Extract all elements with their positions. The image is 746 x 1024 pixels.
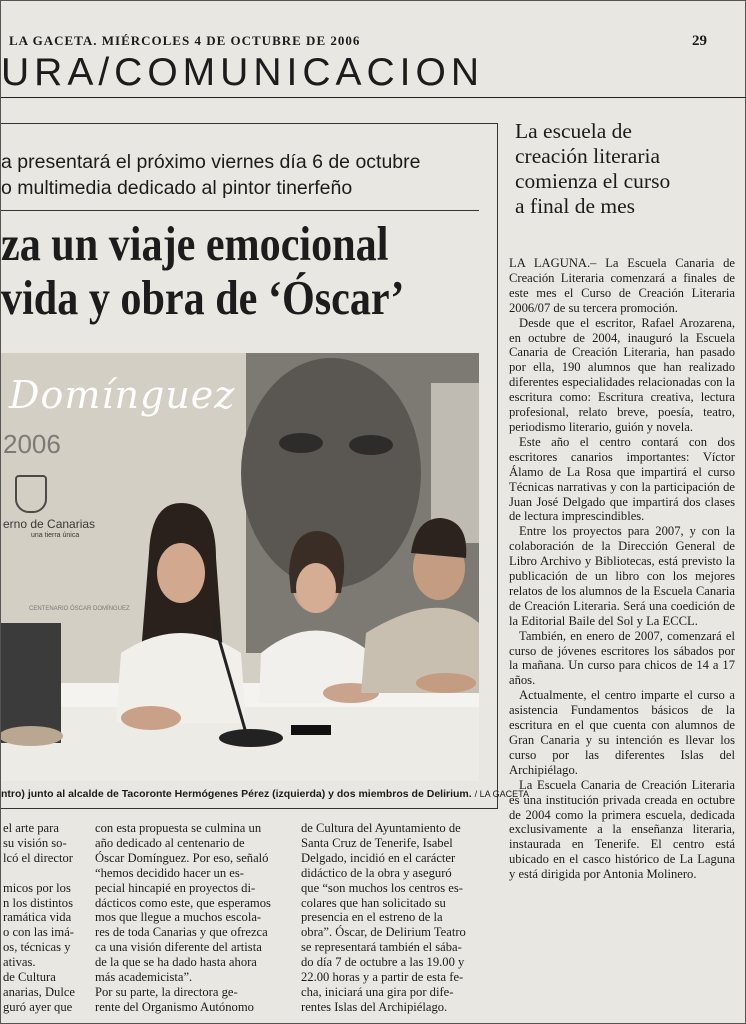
body-line: anarias, Dulce [3,984,76,999]
body-column-1 [3,821,85,1015]
body-line: se representará también el sába- [301,940,462,955]
side-headline-line: a final de mes [515,194,635,218]
side-paragraph: Desde que el escritor, Rafael Arozarena, en octubre de 2004, inauguró la Escuela Canaria de Creación Literaria, han pasado por ella, 190 alumnos que han realizado diferentes especialidades relacionadas con la escritura como: Escritura creativa, lectura profesional, relato breve, poesía, teatro, periodismo literario, guión y novela. [509,315,735,434]
side-paragraph: Este año el centro contará con dos escritores canarios importantes: Víctor Álamo de La Rosa que impartirá el curso Técnicas narrativas y con la participación de Juan José Delgado que impartirá dos clases de lectura imprescindibles. [509,434,735,524]
body-line: con esta propuesta se culmina un [95,821,262,835]
dateline: LA GACETA. MIÉRCOLES 4 DE OCTUBRE DE 2006 [9,33,361,48]
photo-caption [1,788,529,800]
side-headline-line: comienza el curso [515,169,671,193]
body-line: dácticos como este, que esperamos [95,895,271,910]
body-line: rente del Organismo Autónomo [95,999,254,1014]
caption-text: ntro) junto al alcalde de Tacoronte Hermógenes Pérez (izquierda) y dos miembros de Delirium. [1,788,472,800]
body-line: n los distintos [3,895,73,910]
body-line: que “son muchos los centros es- [301,880,463,895]
body-line: Por su parte, la directora ge- [95,984,238,999]
body-line: de Cultura del Ayuntamiento de [301,821,461,835]
backdrop-year: 2006 [3,429,61,459]
photo-illustration [1,353,479,781]
body-line: presencia en el estreno de la [301,910,443,925]
body-line: pecial hincapié en proyectos di- [95,880,256,895]
subheadline-2: o multimedia dedicado al pintor tinerfeño [1,177,353,199]
body-line: ca una visión diferente del artista [95,940,262,955]
backdrop-logo-text: erno de Canarias [3,517,96,531]
body-line: do día 7 de octubre a las 19.00 y [301,955,465,970]
caption-credit: / LA GACETA [474,789,529,799]
side-headline-line: creación literaria [515,144,661,168]
main-article-top-rule [1,123,497,124]
side-headline [515,119,670,219]
body-line: Óscar Domínguez. Por eso, señaló [95,850,269,865]
body-line: Santa Cruz de Tenerife, Isabel [301,835,453,850]
section-rule [1,97,746,98]
body-line: os, técnicas y [3,940,71,955]
headline-line-1: za un viaje emocional [1,216,389,271]
body-column-3 [301,821,491,1015]
subheadline-1: a presentará el próximo viernes día 6 de octubre [1,151,421,173]
side-paragraph: La Escuela Canaria de Creación Literaria es una institución privada creada en octubre de 2004 como la primera escuela, dedicada exclusivamente a la enseñanza literaria, instaurada en Tenerife. El centro está ubicado en el casco histórico de La Laguna y está dirigida por Antonia Molinero. [509,777,735,882]
body-line: guró ayer que [3,999,73,1014]
caption-rule [1,808,497,809]
column-divider [497,123,498,809]
body-line: de Cultura [3,970,56,985]
press-photo [1,353,479,781]
body-line: “hemos decidido hacer un es- [95,865,244,880]
body-line: 22.00 horas y a partir de esta fe- [301,970,464,985]
body-line: de la que se ha dado hasta ahora [95,955,257,970]
side-paragraph: También, en enero de 2007, comenzará el curso de jóvenes escritores los sábados por la mañana. Un curso para chicos de 14 a 17 años. [509,628,735,688]
body-line: micos por los [3,880,71,895]
body-line: ramática vida [3,910,72,925]
body-line: más academicista”. [95,970,193,985]
body-line: cha, iniciará una gira por dife- [301,984,454,999]
body-line: Delgado, incidió en el carácter [301,850,456,865]
side-article-body [509,256,735,882]
body-line: ativas. [3,955,36,970]
page-number: 29 [692,33,707,49]
side-paragraph: Entre los proyectos para 2007, y con la colaboración de la Dirección General de Libro Archivo y Bibliotecas, está previsto la publicación de un libro con los mejores relatos de los alumnos de la Escuela Canaria de Creación Literaria. Será una coedición de la Editorial Baile del Sol y La ECCL. [509,524,735,628]
backdrop-logo-sub: una tierra única [31,532,80,539]
body-line: año dedicado al centenario de [95,835,245,850]
side-headline-line: La escuela de [515,119,632,143]
headline-line-2: vida y obra de ‘Óscar’ [1,270,405,325]
body-line: el arte para [3,821,59,835]
body-line: res de toda Canarias y que ofrezca [95,925,268,940]
body-line: o con las imá- [3,925,74,940]
section-title: URA/COMUNICACION [1,51,485,94]
subhead-rule [1,210,479,211]
body-line: mos que llegue a muchos escola- [95,910,262,925]
body-line: didáctico de la obra y aseguró [301,865,452,880]
body-line: su visión so- [3,835,67,850]
coat-of-arms-icon [15,475,47,513]
backdrop-signature: Domínguez [9,373,236,417]
backdrop-banner: CENTENARIO ÓSCAR DOMÍNGUEZ [29,606,130,612]
body-line: lcó el director [3,850,73,865]
body-column-2 [95,821,290,1015]
side-paragraph: LA LAGUNA.– La Escuela Canaria de Creación Literaria comenzará a finales de este mes el Curso de Creación Literaria 2006/07 de su tercera promoción. [509,256,735,315]
body-line: obra”. Óscar, de Delirium Teatro [301,925,466,940]
body-line [3,866,85,881]
body-line: rentes Islas del Archipiélago. [301,999,448,1014]
side-paragraph: Actualmente, el centro imparte el curso a asistencia Fundamentos básicos de la escritura en el que cuenta con alumnos de Gran Canaria y su intención es llevar los curso por las diferentes Islas del Archipiélago. [509,688,735,777]
body-line: colares que han solicitado su [301,895,446,910]
